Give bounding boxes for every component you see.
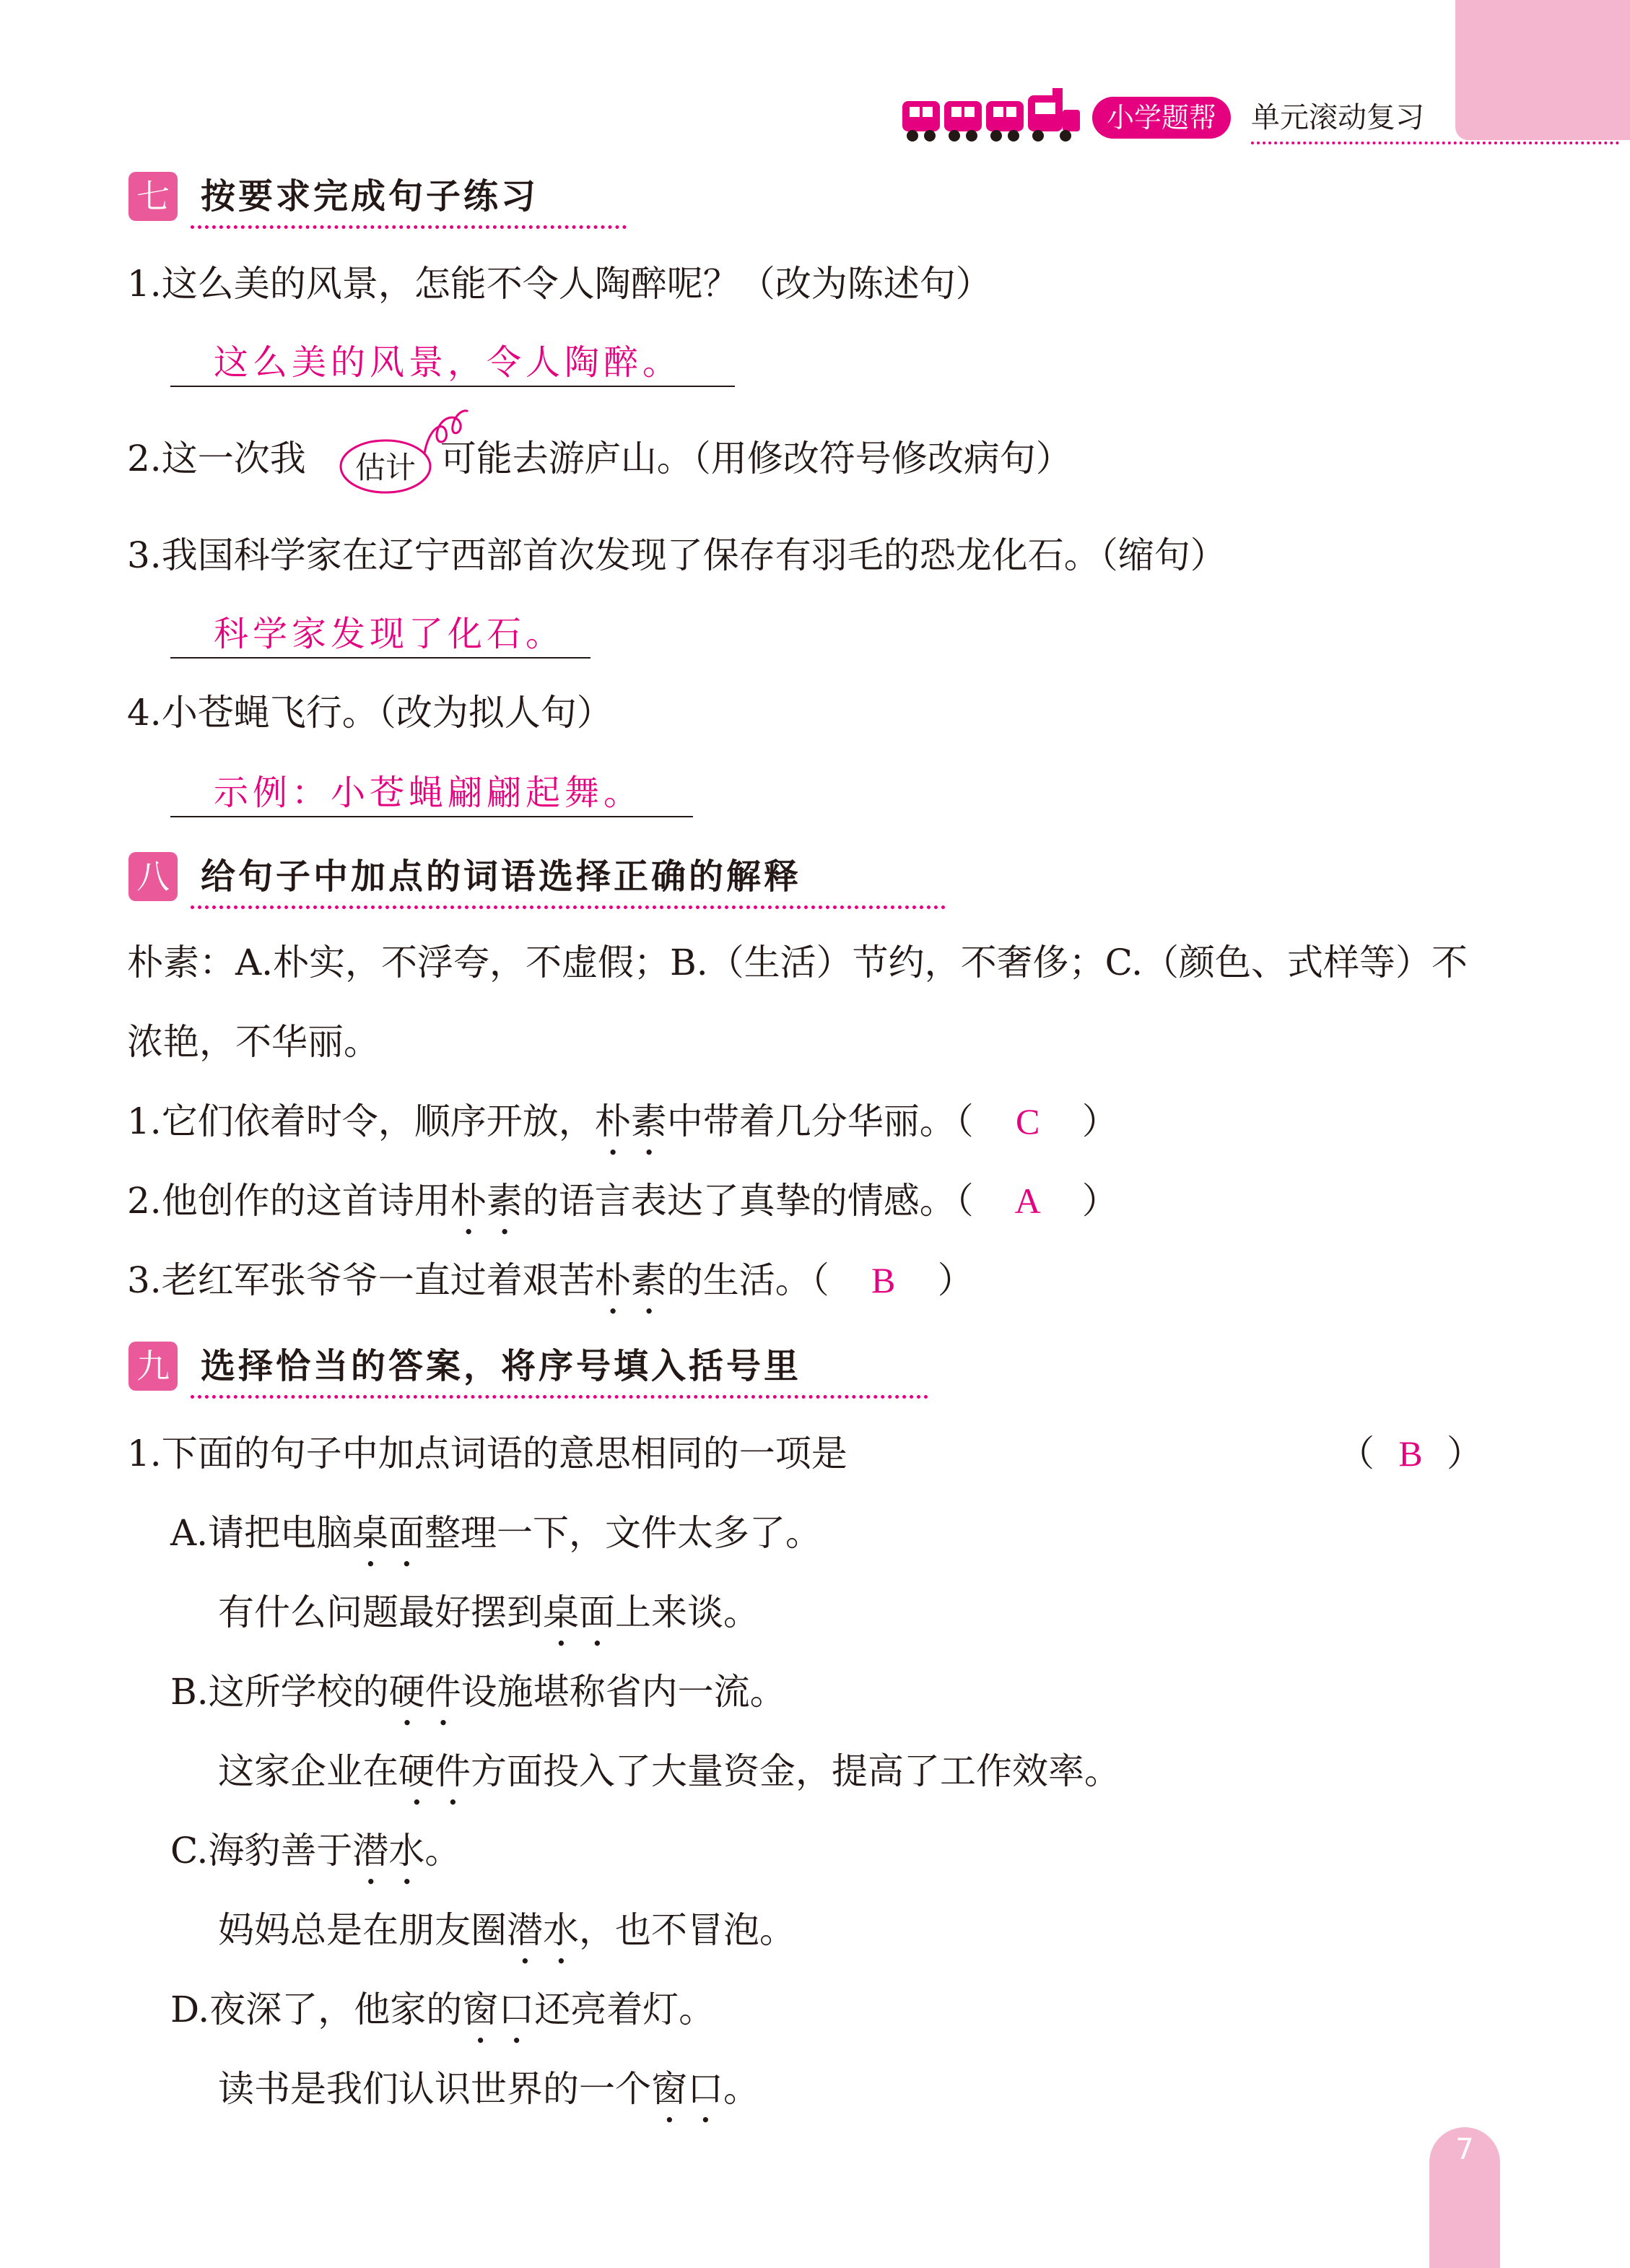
question-text (127, 433, 1072, 484)
option-d-line2: 读书是我们认识世界的一个窗口。 (218, 2068, 759, 2110)
page-number-tab (1429, 2127, 1500, 2268)
brand-badge: 小学题帮 (1092, 97, 1231, 139)
question-text: 3.我国科学家在辽宁西部首次发现了保存有羽毛的恐龙化石。（缩句） (127, 534, 1226, 576)
dotted-word: 硬件 (398, 1750, 471, 1792)
answer-text: 示例：小苍蝇翩翩起舞。 (214, 773, 643, 813)
answer-letter: A (1014, 1181, 1041, 1221)
dotted-word: 朴素 (594, 1259, 667, 1301)
unit-underline (1251, 142, 1619, 144)
correction-mark-icon (334, 406, 471, 500)
dotted-word: 硬件 (388, 1671, 461, 1713)
answer-letter: C (1016, 1101, 1040, 1142)
answer-line (170, 657, 590, 659)
answer-line (170, 386, 735, 387)
dotted-word: 朴素 (450, 1180, 523, 1222)
question-text (127, 1096, 1118, 1163)
section-underline (191, 905, 946, 909)
bracket-close: ） (1447, 1433, 1483, 1474)
question-part: 2.这一次我 (127, 438, 306, 479)
question-text: 4.小苍蝇飞行。（改为拟人句） (127, 692, 613, 734)
answer-letter: B (871, 1260, 896, 1300)
question-text: 1.这么美的风景，怎能不令人陶醉呢？（改为陈述句） (127, 263, 992, 305)
page-number: 7 (1455, 2133, 1474, 2166)
option-b-line2: 这家企业在硬件方面投入了大量资金，提高了工作效率。 (218, 1750, 1120, 1792)
page-header (901, 81, 1450, 146)
answer-bracket (1338, 1428, 1483, 1479)
option-b-line1: B.这所学校的硬件设施堪称省内一流。 (170, 1671, 786, 1713)
section-title: 选择恰当的答案，将序号填入括号里 (201, 1346, 802, 1386)
definition-text: 朴素：A.朴实，不浮夸，不虚假；B.（生活）节约，不奢侈；C.（颜色、式样等）不 (127, 942, 1468, 983)
section-number: 九 (128, 1342, 178, 1391)
question-part: 3.老红军张爷爷一直过着艰苦 (127, 1259, 595, 1301)
question-part: 2.他创作的这首诗用 (127, 1180, 450, 1222)
option-c-line2: 妈妈总是在朋友圈潜水，也不冒泡。 (218, 1909, 796, 1951)
section-number: 八 (128, 852, 178, 901)
section-title: 按要求完成句子练习 (201, 176, 539, 217)
dotted-word: 窗口 (462, 1989, 535, 2030)
train-icon (901, 88, 1081, 144)
section-number: 七 (128, 172, 178, 221)
question-part: 的语言表达了真挚的情感。（ (522, 1180, 974, 1222)
answer-text: 科学家发现了化石。 (214, 614, 565, 654)
bracket-open: （ (1338, 1433, 1374, 1474)
definition-text: 浓艳，不华丽。 (127, 1021, 380, 1063)
option-a-line2: 有什么问题最好摆到桌面上来谈。 (218, 1591, 759, 1633)
option-a-line1: A.请把电脑桌面整理一下，文件太多了。 (170, 1512, 822, 1554)
question-part: 1.它们依着时令，顺序开放， (127, 1100, 595, 1142)
unit-title: 单元滚动复习 (1251, 101, 1424, 134)
bracket-close: ） (937, 1259, 974, 1301)
answer-text: 这么美的风景，令人陶醉。 (214, 342, 682, 383)
question-part: 中带着几分华丽。（ (666, 1100, 974, 1142)
section-underline (191, 225, 627, 229)
answer-letter: B (1398, 1433, 1423, 1474)
section-underline (191, 1395, 928, 1399)
question-text: 1.下面的句子中加点词语的意思相同的一项是 (127, 1433, 847, 1474)
dotted-word: 窗口 (651, 2068, 723, 2110)
question-part: 可能去游庐山。（用修改符号修改病句） (440, 438, 1072, 479)
section-title: 给句子中加点的词语选择正确的解释 (201, 856, 802, 897)
question-part: 的生活。（ (666, 1259, 829, 1301)
dotted-word: 朴素 (594, 1100, 667, 1142)
option-d-line1: D.夜深了，他家的窗口还亮着灯。 (170, 1989, 715, 2030)
dotted-word: 潜水 (352, 1830, 425, 1872)
answer-line (170, 816, 693, 817)
bracket-close: ） (1081, 1180, 1118, 1222)
dotted-word: 桌面 (352, 1512, 425, 1554)
corner-tab (1455, 0, 1630, 140)
bracket-close: ） (1081, 1100, 1118, 1142)
question-text (127, 1176, 1118, 1243)
option-c-line1: C.海豹善于潜水。 (170, 1830, 461, 1872)
dotted-word: 潜水 (507, 1909, 579, 1951)
question-text (127, 1255, 974, 1322)
dotted-word: 桌面 (543, 1591, 615, 1633)
marked-word: 估计 (354, 450, 417, 485)
